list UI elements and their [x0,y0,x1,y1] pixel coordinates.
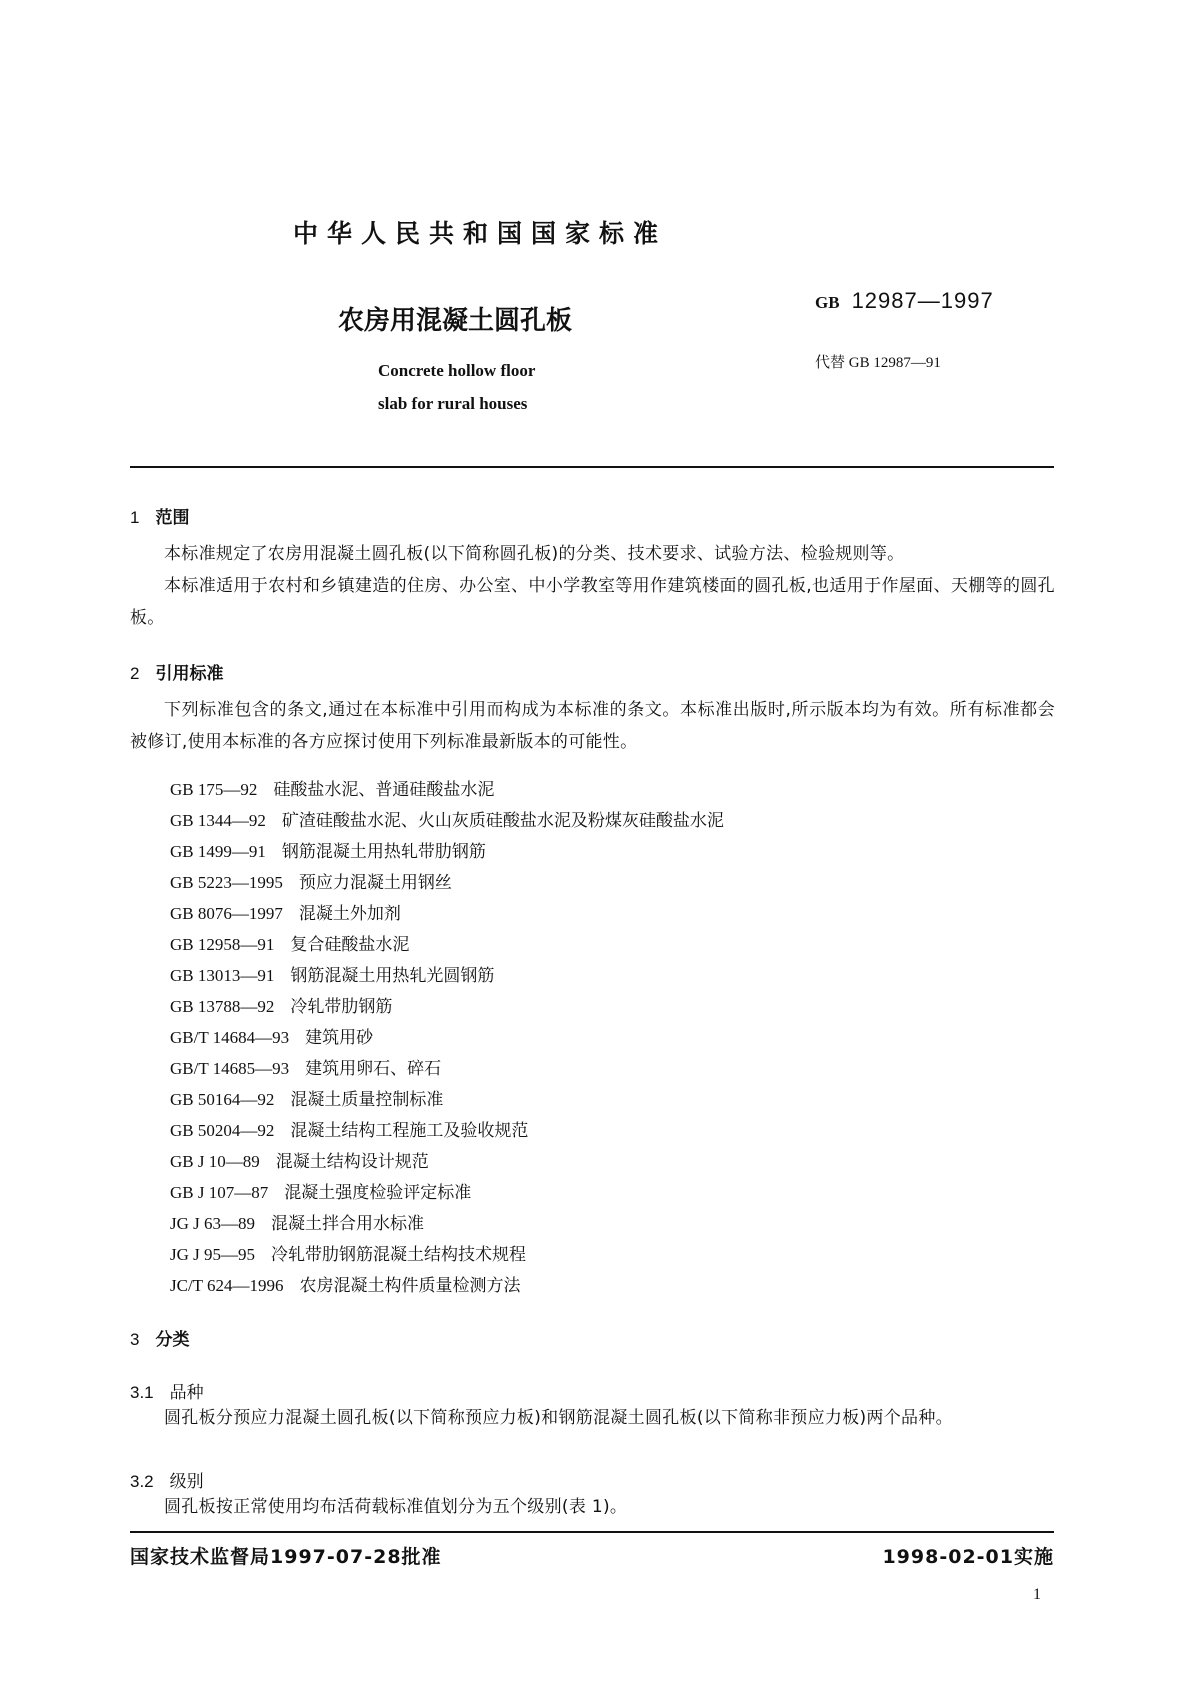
header-divider [130,466,1054,468]
reference-item: GB 1344—92 矿渣硅酸盐水泥、火山灰质硅酸盐水泥及粉煤灰硅酸盐水泥 [170,811,724,831]
reference-item: GB 50204—92 混凝土结构工程施工及验收规范 [170,1121,529,1141]
page-number: 1 [1033,1586,1041,1603]
scope-paragraph-2: 本标准适用于农村和乡镇建造的住房、办公室、中小学教室等用作建筑楼面的圆孔板,也适用于作屋面、天棚等的圆孔板。 [130,576,1055,628]
subsection-heading-varieties: 3.1 品种 [130,1383,204,1403]
document-title-cn: 农房用混凝土圆孔板 [338,306,573,336]
reference-item: GB 175—92 硅酸盐水泥、普通硅酸盐水泥 [170,780,495,800]
section-heading-scope: 1 范围 [130,508,190,528]
national-standard-heading: 中华人民共和国国家标准 [293,219,668,248]
references-intro-paragraph: 下列标准包含的条文,通过在本标准中引用而构成为本标准的条文。本标准出版时,所示版本均为有效。所有标准都会被修订,使用本标准的各方应探讨使用下列标准最新版本的可能性。 [130,700,1055,752]
reference-item: GB 8076—1997 混凝土外加剂 [170,904,401,924]
section-heading-references: 2 引用标准 [130,664,224,684]
document-title-en-line1: Concrete hollow floor [378,361,536,380]
reference-item: GB 12958—91 复合硅酸盐水泥 [170,935,410,955]
section-heading-classification: 3 分类 [130,1330,190,1350]
standard-code: 12987—1997 [851,288,994,313]
reference-item: GB J 10—89 混凝土结构设计规范 [170,1152,429,1172]
footer-divider [130,1531,1054,1533]
reference-item: GB/T 14684—93 建筑用砂 [170,1028,374,1048]
reference-item: GB 5223—1995 预应力混凝土用钢丝 [170,873,452,893]
subsection-heading-grades: 3.2 级别 [130,1472,204,1492]
grades-paragraph: 圆孔板按正常使用均布活荷载标准值划分为五个级别(表 1)。 [164,1497,628,1517]
approval-date: 国家技术监督局1997-07-28批准 [130,1546,442,1568]
reference-item: GB 13788—92 冷轧带肋钢筋 [170,997,393,1017]
reference-item: GB J 107—87 混凝土强度检验评定标准 [170,1183,472,1203]
reference-item: JG J 63—89 混凝土拌合用水标准 [170,1214,425,1234]
standard-prefix: GB [815,293,840,312]
varieties-paragraph: 圆孔板分预应力混凝土圆孔板(以下简称预应力板)和钢筋混凝土圆孔板(以下简称非预应力板)两个品种。 [164,1408,953,1428]
scope-paragraph-1: 本标准规定了农房用混凝土圆孔板(以下简称圆孔板)的分类、技术要求、试验方法、检验规则等。 [164,544,905,564]
reference-item: JG J 95—95 冷轧带肋钢筋混凝土结构技术规程 [170,1245,527,1265]
reference-item: GB 13013—91 钢筋混凝土用热轧光圆钢筋 [170,966,495,986]
reference-item: GB/T 14685—93 建筑用卵石、碎石 [170,1059,442,1079]
reference-item: JC/T 624—1996 农房混凝土构件质量检测方法 [170,1276,521,1296]
reference-item: GB 50164—92 混凝土质量控制标准 [170,1090,444,1110]
reference-item: GB 1499—91 钢筋混凝土用热轧带肋钢筋 [170,842,486,862]
document-title-en-line2: slab for rural houses [378,394,528,413]
implementation-date: 1998-02-01实施 [882,1546,1054,1568]
standard-number [815,288,994,314]
replaces-standard: 代替 GB 12987—91 [815,355,941,371]
